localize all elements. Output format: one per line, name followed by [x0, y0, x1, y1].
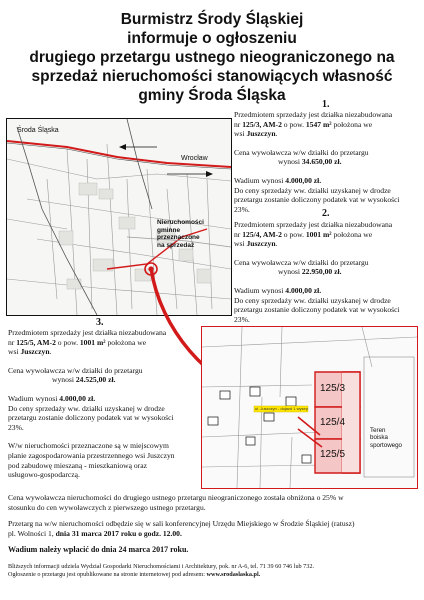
website-link[interactable]: www.srodaslaska.pl. — [206, 570, 261, 578]
section-3-price: wynosi 24.525,00 zł. — [52, 375, 116, 385]
info-line-1: Bliższych informacji udziela Wydział Gospodarki Nieruchomościami i Architektury, pok. nr A-6, tel. 71 39 60 746 lub 732. — [8, 562, 315, 570]
section-1-vat-1: Do ceny sprzedaży ww. działki uzyskanej w drodze — [234, 185, 391, 195]
title-line-1: Burmistrz Środy Śląskiej — [120, 11, 304, 28]
section-3-vat-2: przetargu zostanie doliczony podatek vat w wysokości — [8, 413, 174, 423]
section-1-price-label: Cena wywoławcza w/w działki do przetargu — [234, 147, 369, 157]
detail-map — [201, 326, 418, 489]
section-2-price: wynosi 22.950,00 zł. — [278, 267, 342, 277]
section-1-price: wynosi 34.650,00 zł. — [278, 157, 342, 167]
title-line-5: gminy Środa Śląska — [138, 87, 286, 104]
section-1-line-1: Przedmiotem sprzedaży jest działka niezabudowana — [234, 110, 393, 119]
auction-line-1: Przetarg na w/w nieruchomości odbędzie się w sali konferencyjnej Urzędu Miejskiego w Środzie Śląskiej (ratusz) — [8, 519, 355, 529]
section-1-number: 1. — [322, 99, 330, 110]
section-2-vat-3: 23%. — [234, 314, 250, 324]
map-label-property-3: przeznaczone — [157, 234, 200, 241]
reduction-line-2: stosunku do cen wywoławczych z pierwszego ustnego przetargu. — [8, 502, 206, 512]
road-label: ul. Juszczyn - dojazd 1 wysep — [255, 406, 308, 411]
section-3-line-3: wsi Juszczyn. — [8, 347, 52, 357]
section-2 — [234, 220, 420, 324]
sports-field-label — [370, 427, 402, 449]
section-1-line-2: nr 125/3, AM-2 o pow. 1547 m² położona we — [234, 119, 373, 129]
map-label-wroclaw: Wrocław — [181, 155, 208, 162]
section-3-vat-3: 23%. — [8, 422, 24, 432]
section-2-line-3: wsi Juszczyn. — [234, 239, 278, 249]
reduction-line-1: Cena wywoławcza nieruchomości do drugiego ustnego przetargu nieograniczonego została obniżona o 25% w — [8, 493, 344, 502]
section-3-line-1: Przedmiotem sprzedaży jest działka niezabudowana — [8, 328, 167, 337]
section-2-deposit: Wadium wynosi 4.000,00 zł. — [234, 285, 322, 295]
section-3-vat-1: Do ceny sprzedaży ww. działki uzyskanej w drodze — [8, 403, 165, 413]
section-3-price-label: Cena wywoławcza w/w działki do przetargu — [8, 365, 143, 375]
map-label-sroda: Środa Śląska — [17, 127, 59, 134]
plan-line-3: pod zabudowę mieszaną - mieszkaniową oraz — [8, 460, 147, 470]
map-label-property-1: Nieruchomości — [157, 219, 204, 226]
plan-line-4: usługowo-gospodarczą. — [8, 470, 80, 480]
info-line-2: Ogłoszenie o przetargu jest opublikowane na stronie internetowej pod adresem: www.srodaslaska.pl. — [8, 570, 261, 578]
section-2-price-label: Cena wywoławcza w/w działki do przetargu — [234, 257, 369, 267]
section-2-line-1: Przedmiotem sprzedaży jest działka niezabudowana — [234, 220, 393, 229]
auction-line-2: pl. Wolności 1, dnia 31 marca 2017 roku o godz. 12.00. — [8, 528, 182, 538]
section-1-vat-2: przetargu zostanie doliczony podatek vat w wysokości — [234, 195, 400, 205]
section-1-deposit: Wadium wynosi 4.000,00 zł. — [234, 175, 322, 185]
sports-field-label-1: Teren — [370, 427, 386, 434]
parcel-125-3-label: 125/3 — [320, 383, 346, 394]
detail-map-drawing — [202, 327, 417, 488]
plan-line-2: planie zagospodarowania przestrzennego wsi Juszczyn — [8, 450, 175, 460]
section-2-number: 2. — [322, 208, 330, 219]
sports-field-label-2: boiska — [370, 434, 388, 442]
section-3 — [8, 328, 198, 480]
section-3-number: 3. — [96, 317, 104, 328]
section-1 — [234, 110, 420, 214]
map-label-property-4: na sprzedaż — [157, 241, 195, 249]
map-label-property-2: gminne — [157, 226, 181, 234]
title-line-2: informuje o ogłoszeniu — [127, 30, 297, 47]
deposit-deadline: Wadium należy wpłacić do dnia 24 marca 2017 roku. — [8, 545, 189, 555]
section-2-line-2: nr 125/4, AM-2 o pow. 1001 m² położona we — [234, 229, 373, 239]
section-2-vat-1: Do ceny sprzedaży ww. działki uzyskanej w drodze — [234, 295, 391, 305]
title-line-4: sprzedaż nieruchomości stanowiących własność — [31, 68, 393, 85]
section-1-vat-3: 23%. — [234, 204, 250, 214]
section-3-deposit: Wadium wynosi 4.000,00 zł. — [8, 393, 96, 403]
section-3-line-2: nr 125/5, AM-2 o pow. 1001 m² położona we — [8, 337, 147, 347]
parcel-125-4-label: 125/4 — [320, 417, 346, 428]
parcel-125-5-label: 125/5 — [320, 449, 346, 460]
footer — [8, 493, 418, 579]
plan-line-1: W/w nieruchomości przeznaczone są w miejscowym — [8, 441, 169, 451]
section-1-line-3: wsi Juszczyn. — [234, 129, 278, 139]
section-2-vat-2: przetargu zostanie doliczony podatek vat w wysokości — [234, 305, 400, 315]
title-line-3: drugiego przetargu ustnego nieograniczonego na — [29, 49, 395, 66]
sports-field-label-3: sportowego — [370, 441, 402, 449]
